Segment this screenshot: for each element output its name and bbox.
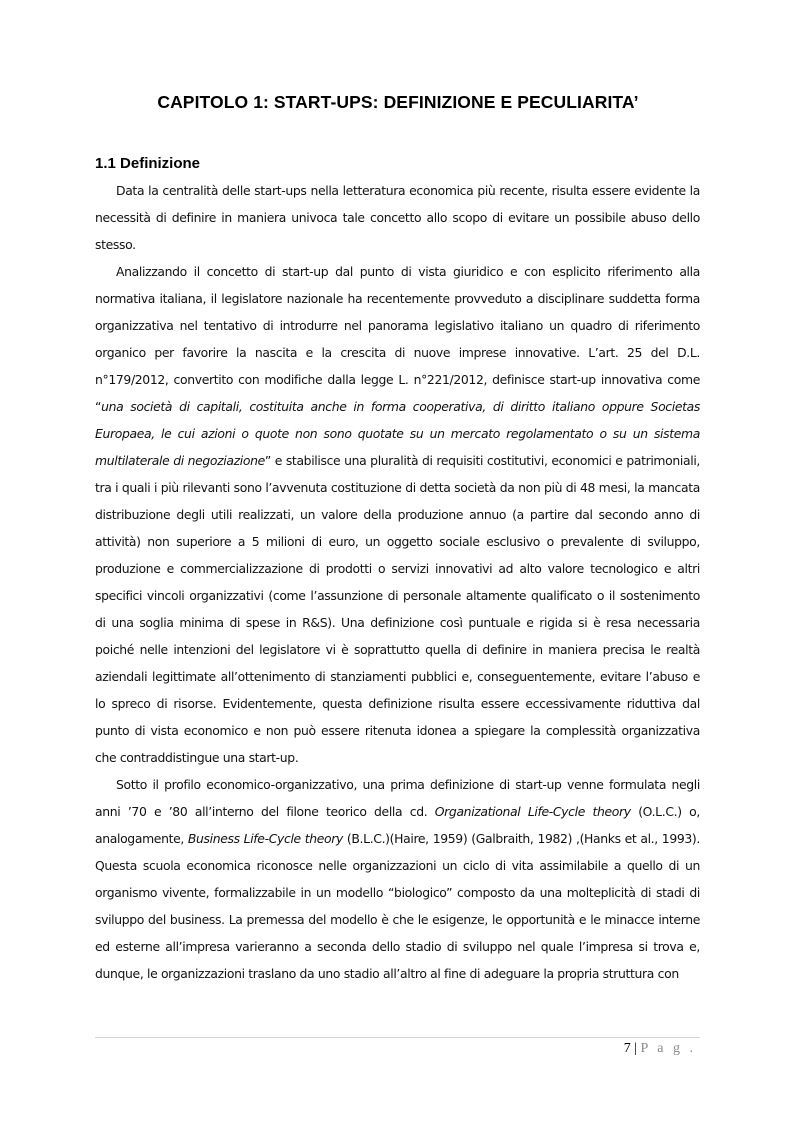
paragraph-2 [95, 258, 700, 771]
paragraph-2-text-b: ” e stabilisce una pluralità di requisiti costitutivi, economici e patrimoniali, tra i quali i più rilevanti sono l’avvenuta costituzione di detta società da non più di 48 mesi, la mancata distribuzione degli utili realizzati, un valore della produzione annuo (a partire dal secondo anno di attività) non superiore a 5 milioni di euro, un oggetto sociale esclusivo o prevalente di sviluppo, produzione e commercializzazione di prodotti o servizi innovativi ad alto valore tecnologico e altri specifici vincoli organizzativi (come l’assunzione di personale altamente qualificato o il sostenimento di una soglia minima di spese in R&S). Una definizione così puntuale e rigida si è resa necessaria poiché nelle intenzioni del legislatore vi è soprattutto quella di definire in maniera precisa le realtà aziendali legittimate all’ottenimento di stanziamenti pubblici e, conseguentemente, evitare l’abuso e lo spreco di risorse. Evidentemente, questa definizione risulta essere eccessivamente riduttiva dal punto di vista economico e non può essere ritenuta idonea a spiegare la complessità organizzativa che contraddistingue una start-up. [95, 453, 700, 765]
page-footer [624, 1041, 696, 1057]
chapter-title: CAPITOLO 1: START-UPS: DEFINIZIONE E PECULIARITA’ [157, 92, 639, 112]
term-olc: Organizational Life-Cycle theory [434, 804, 631, 819]
section-heading: 1.1 Definizione [95, 155, 201, 172]
paragraph-3 [95, 771, 700, 987]
paragraph-3-text-a: Sotto il profilo economico-organizzativo, una prima definizione di start-up venne formulata negli anni ’70 e ’80 all’interno del filone teorico della cd. [95, 777, 700, 819]
page-number: 7 [623, 1041, 631, 1056]
page-separator: | [634, 1041, 638, 1056]
footer-divider [95, 1037, 700, 1038]
legal-definition-quote: una società di capitali, costituita anche in forma cooperativa, di diritto italiano oppure Societas Europaea, le cui azioni o quote non sono quotate su un mercato regolamentato o su un sistema multilaterale di negoziazione [95, 399, 700, 468]
body-text [95, 177, 700, 987]
paragraph-3-text-c: (B.L.C.)(Haire, 1959) (Galbraith, 1982) ,(Hanks et al., 1993). Questa scuola economica riconosce nelle organizzazioni un ciclo di vita assimilabile a quello di un organismo vivente, formalizzabile in un modello “biologico” composto da una molteplicità di stadi di sviluppo del business. La premessa del modello è che le esigenze, le opportunità e le minacce interne ed esterne all’impresa varieranno a seconda dello stadio di sviluppo nel quale l’impresa si trova e, dunque, le organizzazioni traslano da uno stadio all’altro al fine di adeguare la propria struttura con [95, 831, 700, 981]
term-blc: Business Life-Cycle theory [187, 831, 343, 846]
paragraph-2-text-a: Analizzando il concetto di start-up dal punto di vista giuridico e con esplicito riferimento alla normativa italiana, il legislatore nazionale ha recentemente provveduto a disciplinare suddetta forma organizzativa nel tentativo di introdurre nel panorama legislativo italiano un quadro di riferimento organico per favorire la nascita e la crescita di nuove imprese innovative. L’art. 25 del D.L. n°179/2012, convertito con modifiche dalla legge L. n°221/2012, definisce start-up innovativa come “ [95, 264, 700, 414]
paragraph-3-text-b: (O.L.C.) o, analogamente, [95, 804, 700, 846]
page-label: P a g . [640, 1041, 696, 1056]
paragraph-1: Data la centralità delle start-ups nella letteratura economica più recente, risulta essere evidente la necessità di definire in maniera univoca tale concetto allo scopo di evitare un possibile abuso dello stesso. [95, 183, 700, 252]
